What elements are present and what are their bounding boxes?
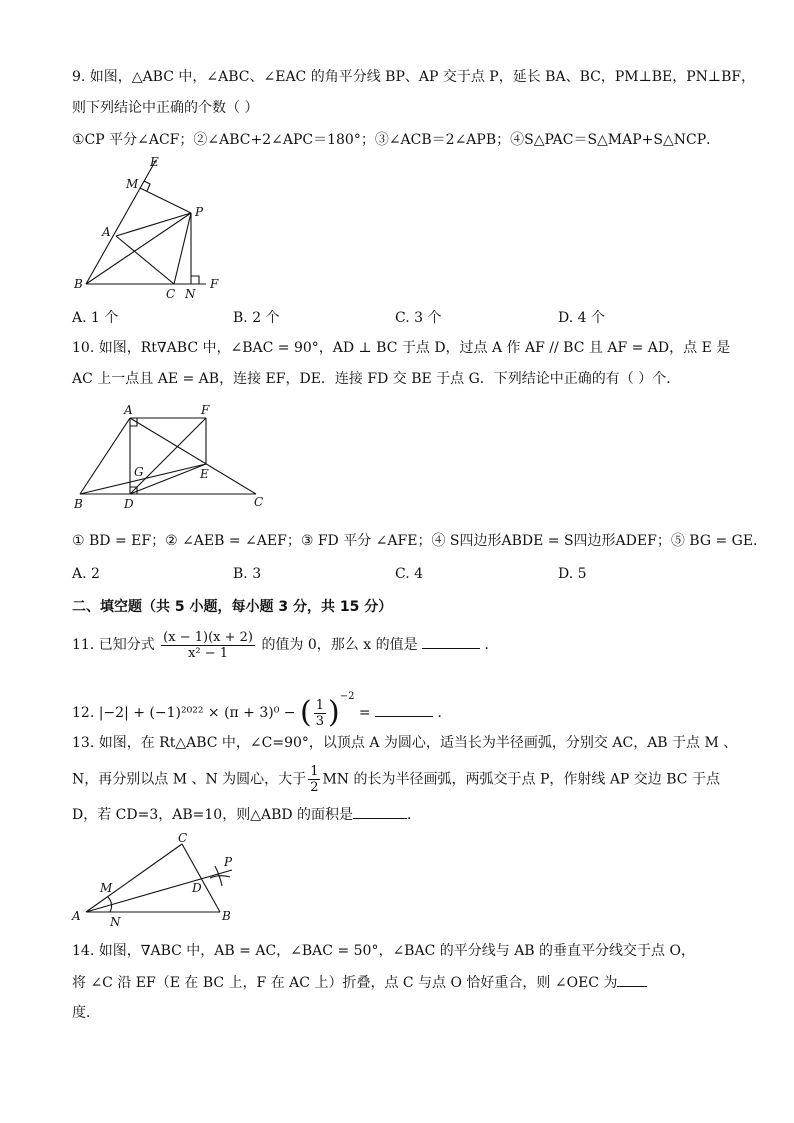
q12-expression: |−2| + (−1)²⁰²² × (π + 3)⁰ − — [98, 705, 296, 721]
q13-label-P: P — [224, 855, 233, 869]
q11 — [72, 628, 499, 662]
q10-label-E: E — [200, 467, 209, 481]
q13-label-C: C — [178, 832, 188, 845]
q9-figure — [70, 150, 250, 300]
q13-half-fraction — [308, 764, 320, 795]
q9-conclusions: ①CP 平分∠ACF；②∠ABC+2∠APC＝180°；③∠ACB＝2∠APB；④S△PAC＝S△MAP+S△NCP． — [72, 132, 721, 148]
q10-label-B: B — [74, 497, 83, 511]
q13-figure — [70, 832, 250, 932]
q12-prefix: 12. — [72, 705, 95, 721]
q9-option-a[interactable]: A. 1 个 — [72, 310, 119, 326]
q10-label-A: A — [124, 403, 133, 417]
q9-option-b[interactable]: B. 2 个 — [233, 310, 280, 326]
q9-label-A: A — [102, 225, 111, 239]
q12-fraction-numerator: 1 — [315, 697, 324, 713]
q10-line-FD — [130, 418, 206, 494]
q10-label-C: C — [254, 495, 264, 509]
q10-stem-line1: 10. 如图，Rt∇ABC 中，∠BAC = 90°，AD ⊥ BC 于点 D，过点 A 作 AF // BC 且 AF = AD，点 E 是 — [72, 340, 731, 356]
q9-stem-line1: 9. 如图，△ABC 中，∠ABC、∠EAC 的角平分线 BP、AP 交于点 P，延长 BA、BC，PM⊥BE，PN⊥BF， — [72, 69, 756, 85]
q10-line-AC — [130, 418, 256, 494]
q12-equals: = — [358, 705, 371, 721]
q10-option-a[interactable]: A. 2 — [72, 566, 100, 582]
q9-label-E: E — [150, 155, 159, 169]
q9-line-CP — [174, 213, 191, 284]
q13-label-N: N — [110, 915, 121, 929]
q13-half-denominator: 2 — [310, 780, 319, 795]
q10-figure — [70, 398, 280, 513]
q9-label-B: B — [74, 277, 83, 291]
q12-answer-blank[interactable] — [375, 716, 433, 717]
section-heading-fill-blank: 二、填空题（共 5 小题，每小题 3 分，共 15 分） — [72, 599, 393, 615]
q9-label-F: F — [210, 277, 219, 291]
q13-line2 — [72, 764, 720, 795]
q13-half-numerator: 1 — [310, 764, 319, 779]
q9-line-AC — [116, 236, 174, 284]
q13-line-CB — [182, 844, 220, 912]
q9-stem-line2: 则下列结论中正确的个数（ ） — [72, 100, 259, 116]
q12-fraction-denominator: 3 — [315, 713, 324, 729]
q9-label-P: P — [195, 205, 204, 219]
q9-label-N: N — [185, 287, 196, 300]
q10-stem-line2: AC 上一点且 AE = AB，连接 EF，DE．连接 FD 交 BE 于点 G．下列结论中正确的有（ ）个． — [72, 371, 681, 387]
q10-label-F: F — [201, 403, 210, 417]
q9-line-PM — [140, 188, 191, 213]
q12-fraction — [314, 698, 326, 729]
q13-label-M: M — [100, 881, 113, 895]
q9-right-angle-M — [144, 181, 150, 191]
q13-label-B: B — [222, 909, 231, 923]
q10-label-D: D — [124, 497, 134, 511]
q11-prefix: 11. 已知分式 — [72, 637, 155, 653]
q10-option-b[interactable]: B. 3 — [233, 566, 262, 582]
q9-option-c[interactable]: C. 3 个 — [395, 310, 442, 326]
q13-line-AC — [86, 844, 182, 912]
q10-line-AB — [80, 418, 130, 494]
q14-answer-blank[interactable] — [617, 986, 647, 987]
q13-arc-MN — [108, 897, 112, 912]
q14-line3: 度． — [72, 1005, 100, 1021]
q14-line2 — [72, 974, 647, 992]
q12 — [72, 677, 452, 733]
q11-fraction — [161, 630, 255, 661]
q13-label-D: D — [192, 881, 202, 895]
q9-label-M: M — [126, 177, 139, 191]
q13-line3 — [72, 806, 421, 824]
q9-right-angle-N — [191, 276, 199, 284]
q11-answer-blank[interactable] — [422, 648, 480, 649]
q10-conclusions: ① BD = EF；② ∠AEB = ∠AEF；③ FD 平分 ∠AFE；④ S四边形ABDE = S四边形ADEF；⑤ BG = GE． — [72, 533, 768, 549]
q12-left-paren: ( — [299, 695, 312, 730]
q11-suffix: 的值为 0，那么 x 的值是 — [261, 637, 418, 653]
q10-option-c[interactable]: C. 4 — [395, 566, 424, 582]
q13-line3-b: ． — [407, 807, 422, 823]
q9-line-AP — [116, 213, 191, 236]
q14-line1: 14. 如图，∇ABC 中，AB = AC，∠BAC = 50°，∠BAC 的平分线与 AB 的垂直平分线交于点 O， — [72, 943, 695, 959]
q12-end: ． — [437, 705, 452, 721]
q12-exponent: −2 — [339, 691, 355, 702]
q13-label-A: A — [72, 909, 81, 923]
q13-line1: 13. 如图，在 Rt△ABC 中，∠C=90°，以顶点 A 为圆心，适当长为半径画弧，分别交 AC，AB 于点 M 、 — [72, 735, 738, 751]
q11-fraction-denominator: x² − 1 — [161, 645, 255, 661]
q13-line3-a: D，若 CD=3，AB=10，则△ABD 的面积是 — [72, 807, 354, 823]
q11-end: ． — [484, 637, 499, 653]
q11-fraction-numerator: (x − 1)(x + 2) — [163, 629, 253, 645]
q14-line2-text: 将 ∠C 沿 EF（E 在 BC 上，F 在 AC 上）折叠，点 C 与点 O 恰好重合，则 ∠OEC 为 — [72, 975, 618, 991]
q9-line-BE — [86, 160, 156, 284]
q10-option-d[interactable]: D. 5 — [558, 566, 587, 582]
q12-right-paren: ) — [327, 695, 340, 730]
q13-line2-a: N，再分别以点 M 、N 为圆心，大于 — [72, 771, 307, 788]
q13-answer-blank[interactable] — [353, 818, 407, 819]
q9-line-BP — [86, 213, 191, 284]
q13-line2-b: MN 的长为半径画弧，两弧交于点 P，作射线 AP 交边 BC 于点 — [322, 771, 720, 788]
q10-label-G: G — [134, 465, 144, 479]
q9-label-C: C — [166, 287, 176, 300]
q9-option-d[interactable]: D. 4 个 — [558, 310, 605, 326]
